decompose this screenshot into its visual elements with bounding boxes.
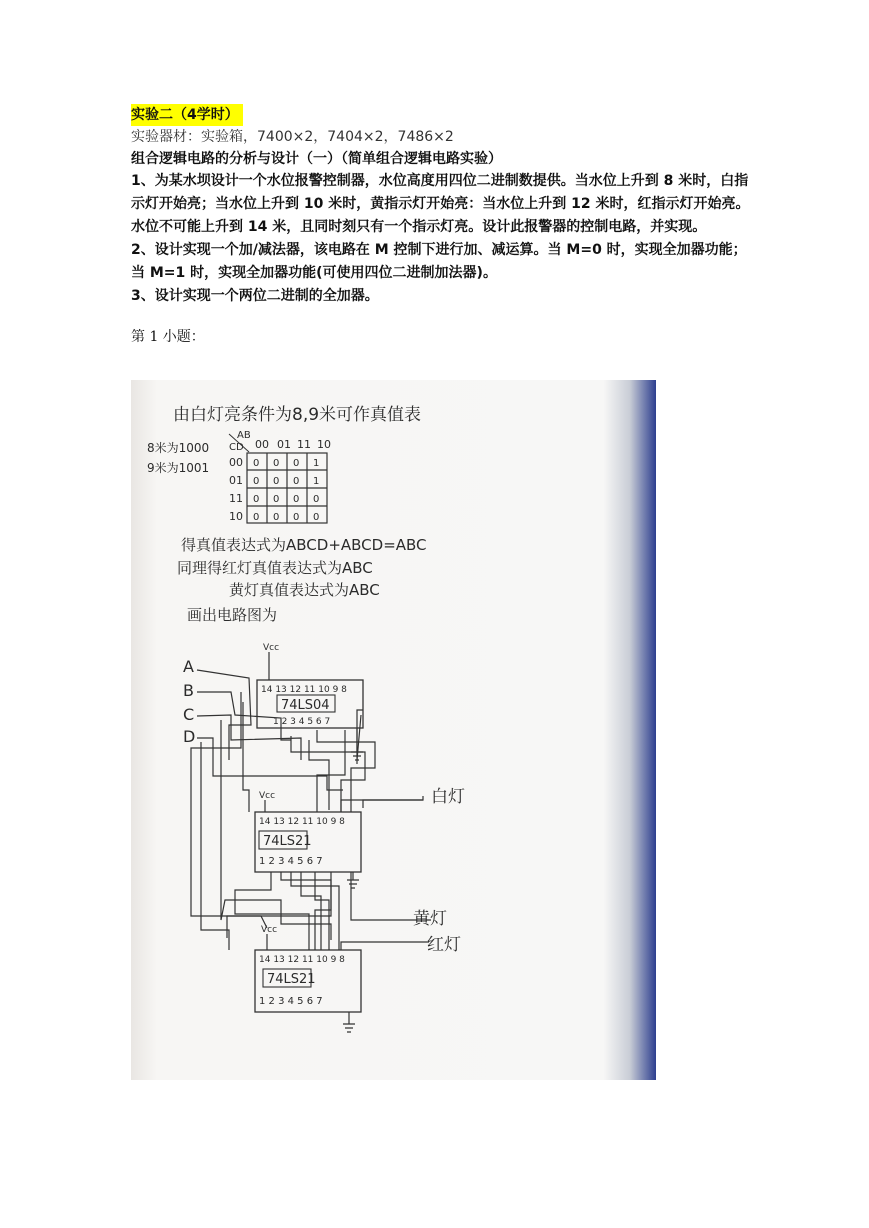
kmap-cell: 1 bbox=[313, 476, 320, 487]
handwritten-photo bbox=[131, 380, 656, 1080]
task-3: 3、设计实现一个两位二进制的全加器。 bbox=[131, 288, 379, 304]
kmap-row-0: 00 bbox=[229, 456, 243, 469]
kmap-cell: 0 bbox=[293, 512, 300, 523]
kmap-col-1: 01 bbox=[277, 438, 291, 451]
paper-background bbox=[131, 380, 656, 1080]
output-red-lamp: 红灯 bbox=[427, 935, 461, 955]
kmap-col-2: 11 bbox=[297, 438, 311, 451]
experiment-heading: 实验二（4学时） bbox=[131, 104, 243, 126]
chip3-pins-bottom: 1 2 3 4 5 6 7 bbox=[259, 996, 323, 1007]
chip2-pins-bottom: 1 2 3 4 5 6 7 bbox=[259, 856, 323, 867]
kmap-cell: 0 bbox=[273, 512, 280, 523]
kmap-cell: 0 bbox=[293, 494, 300, 505]
kmap-cell: 1 bbox=[313, 458, 320, 469]
note-9m: 9米为1001 bbox=[147, 461, 210, 475]
chip2-label: 74LS21 bbox=[263, 834, 312, 849]
kmap-corner-ab: AB bbox=[237, 430, 251, 441]
section-title: 组合逻辑电路的分析与设计（一）（简单组合逻辑电路实验） bbox=[131, 151, 502, 167]
photo-title: 由白灯亮条件为8,9米可作真值表 bbox=[173, 405, 422, 425]
chip2-pins-top: 14 13 12 11 10 9 8 bbox=[259, 817, 345, 827]
kmap-row-1: 01 bbox=[229, 474, 243, 487]
expression-white: 得真值表达式为ABCD+ABCD=ABC bbox=[181, 536, 427, 554]
document-body bbox=[131, 104, 751, 348]
kmap-cell: 0 bbox=[273, 458, 280, 469]
kmap-col-3: 10 bbox=[317, 438, 331, 451]
kmap-cell: 0 bbox=[253, 512, 260, 523]
kmap-row-2: 11 bbox=[229, 492, 243, 505]
kmap-cell: 0 bbox=[253, 476, 260, 487]
kmap-cell: 0 bbox=[313, 512, 320, 523]
note-8m: 8米为1000 bbox=[147, 441, 210, 455]
kmap-cell: 0 bbox=[293, 458, 300, 469]
subheading-q1: 第 1 小题： bbox=[131, 329, 205, 345]
kmap-row-3: 10 bbox=[229, 510, 243, 523]
chip3-pins-top: 14 13 12 11 10 9 8 bbox=[259, 955, 345, 965]
task-2: 2、设计实现一个加/减法器，该电路在 M 控制下进行加、减运算。当 M=0 时，实现全加器功能；当 M=1 时，实现全加器功能(可使用四位二进制加法器)。 bbox=[131, 242, 747, 281]
kmap-cell: 0 bbox=[273, 476, 280, 487]
expression-yellow: 黄灯真值表达式为ABC bbox=[229, 581, 380, 599]
kmap-cell: 0 bbox=[253, 494, 260, 505]
kmap-cell: 0 bbox=[313, 494, 320, 505]
kmap-cell: 0 bbox=[253, 458, 260, 469]
input-a: A bbox=[183, 657, 194, 676]
kmap-cell: 0 bbox=[273, 494, 280, 505]
input-c: C bbox=[183, 705, 195, 724]
expression-red: 同理得红灯真值表达式为ABC bbox=[177, 559, 373, 577]
chip3-vcc: Vcc bbox=[261, 925, 278, 935]
chip1-pins-top: 14 13 12 11 10 9 8 bbox=[261, 685, 347, 695]
output-white-lamp: 白灯 bbox=[431, 787, 465, 807]
chip1-label: 74LS04 bbox=[281, 698, 330, 713]
chip1-pins-bottom: 1 2 3 4 5 6 7 bbox=[273, 717, 331, 727]
kmap-col-0: 00 bbox=[255, 438, 269, 451]
chip3-label: 74LS21 bbox=[267, 972, 316, 987]
kmap-cell: 0 bbox=[293, 476, 300, 487]
output-yellow-lamp: 黄灯 bbox=[413, 909, 447, 929]
input-d: D bbox=[183, 727, 196, 746]
input-b: B bbox=[183, 681, 194, 700]
materials-line: 实验器材：实验箱，7400×2，7404×2，7486×2 bbox=[131, 129, 454, 145]
chip1-vcc: Vcc bbox=[263, 643, 280, 653]
chip2-vcc: Vcc bbox=[259, 791, 276, 801]
task-1: 1、为某水坝设计一个水位报警控制器，水位高度用四位二进制数提供。当水位上升到 8 米时，白指示灯开始亮；当水位上升到 10 米时，黄指示灯开始亮：当水位上升到 12 米时，红指示灯开始亮。水位不可能上升到 14 米，且同时刻只有一个指示灯亮。设计此报警器的控制电路，并实现。 bbox=[131, 173, 750, 235]
kmap-corner-cd: CD bbox=[229, 442, 244, 453]
circuit-label: 画出电路图为 bbox=[187, 606, 278, 624]
